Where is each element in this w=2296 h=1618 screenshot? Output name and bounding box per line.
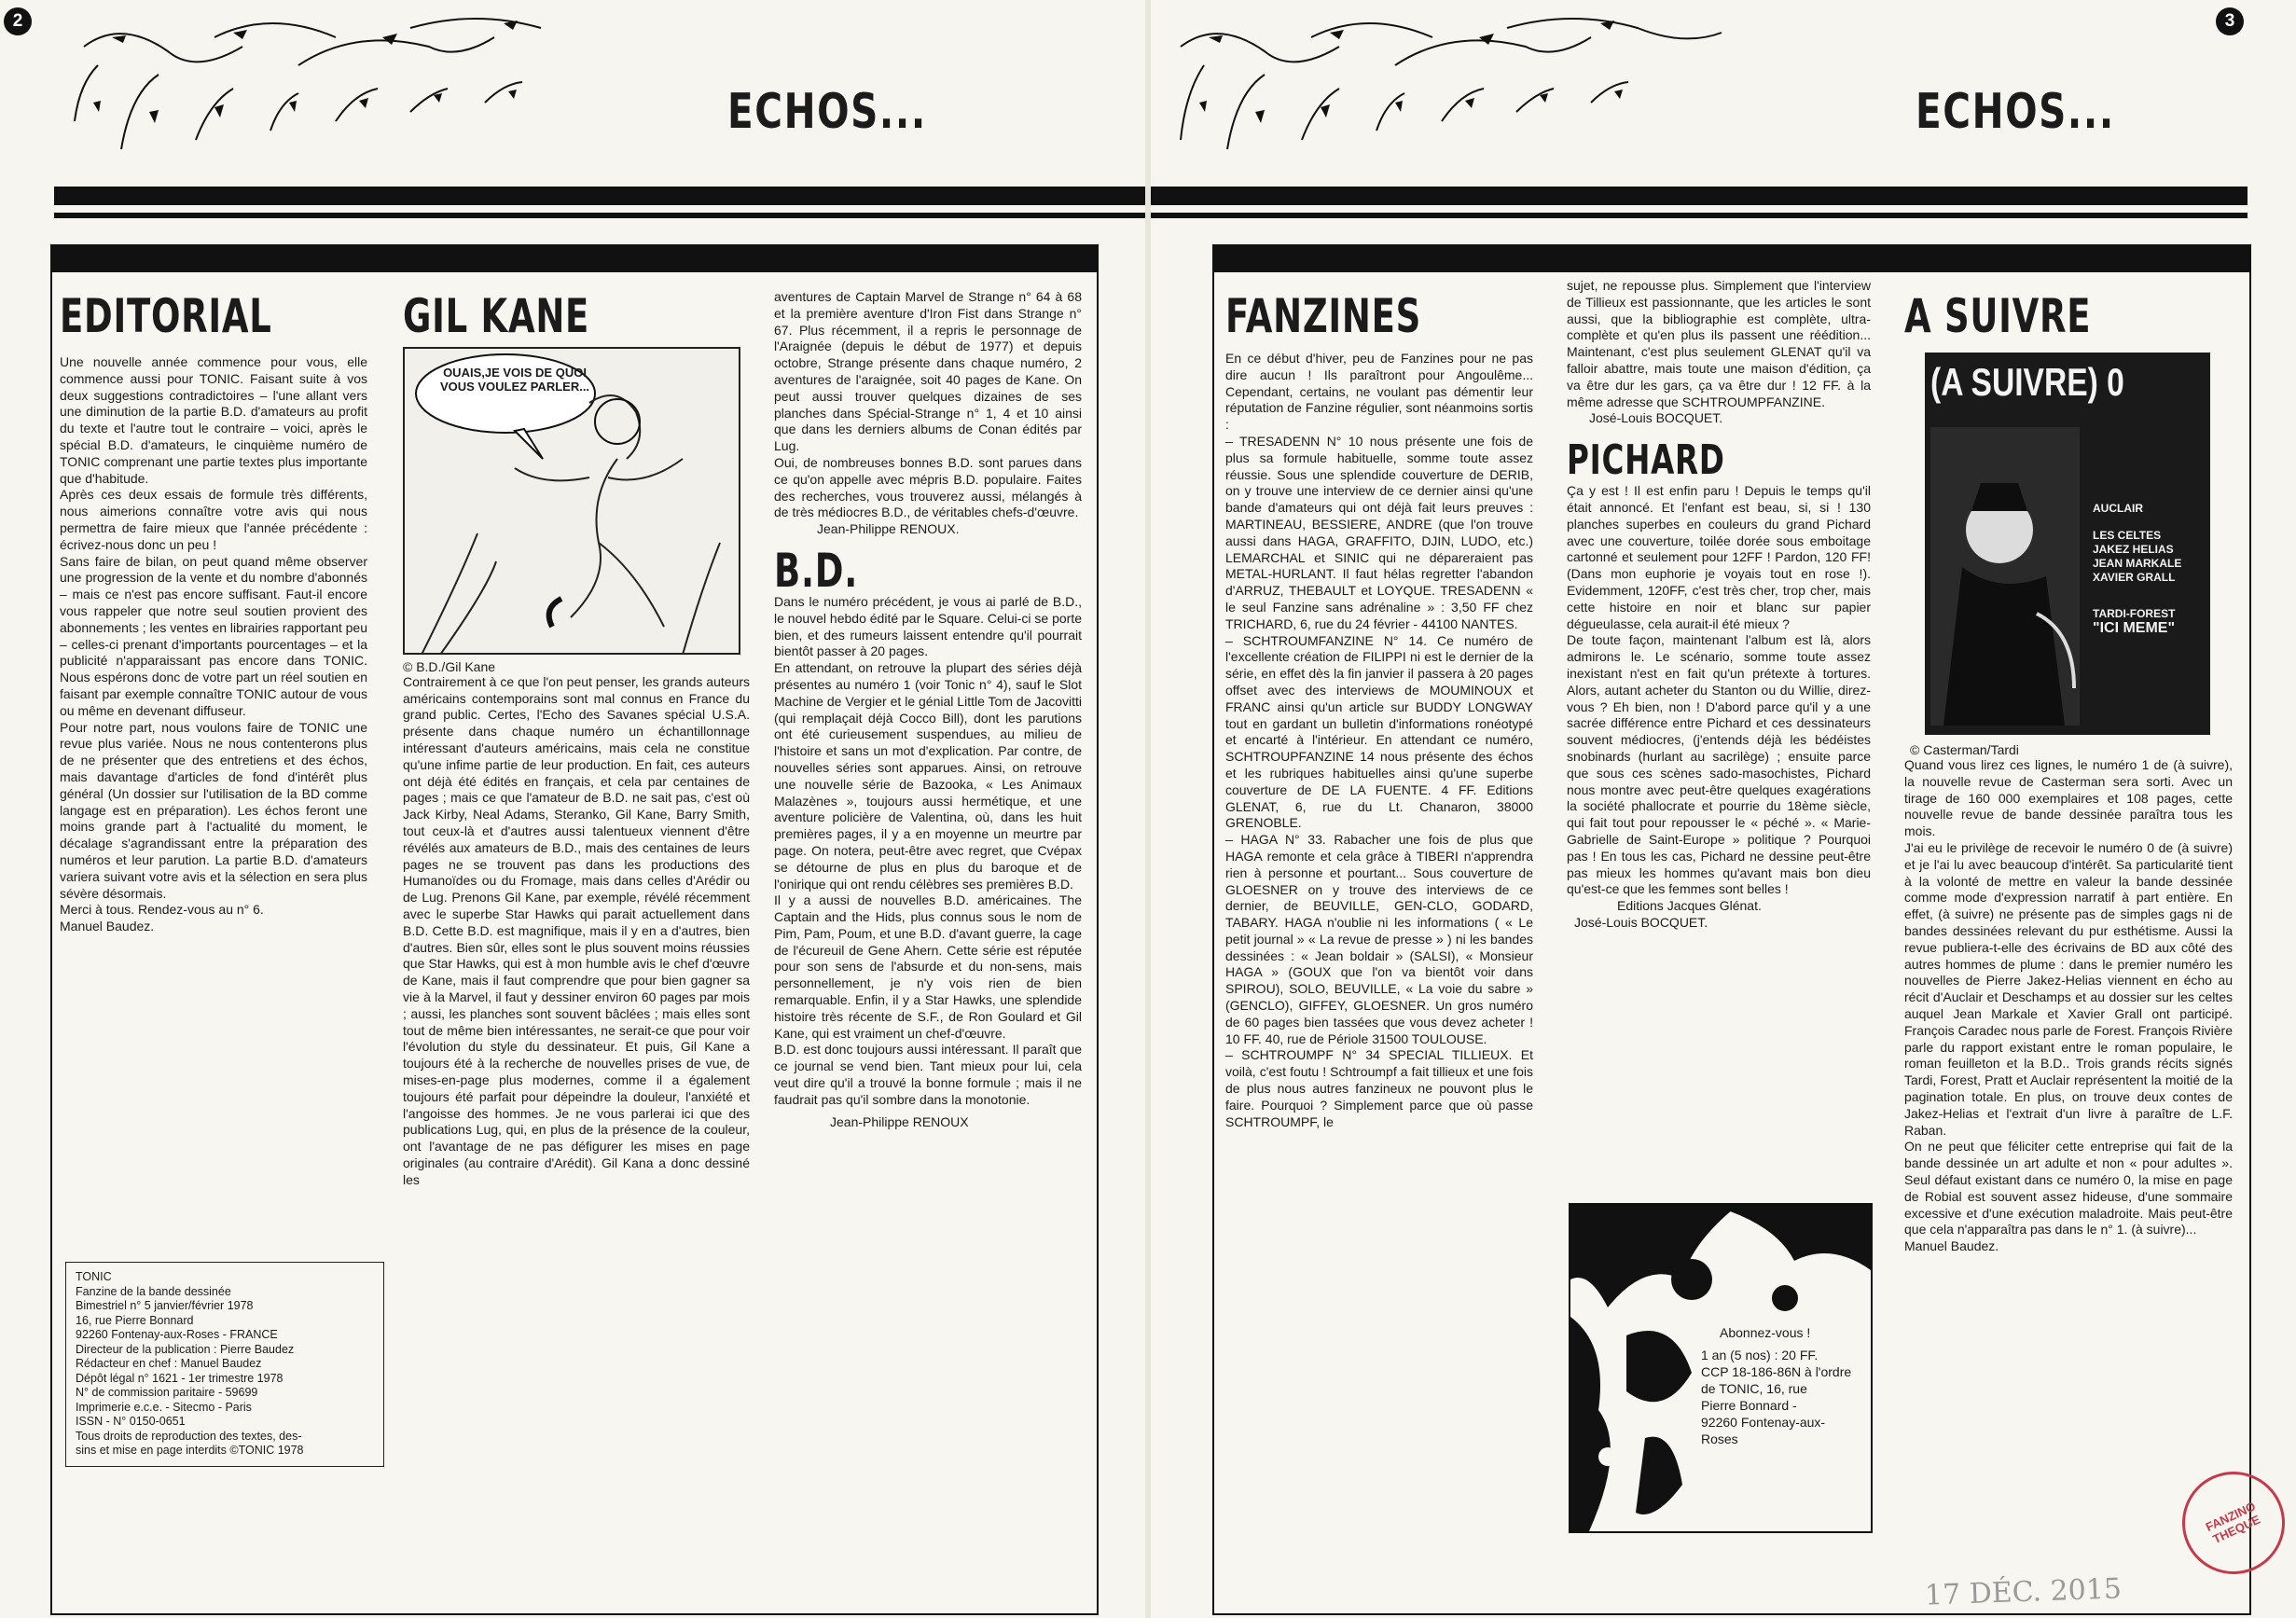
cover-title: (A SUIVRE) 0 [1930, 360, 2124, 404]
colophon-line: Rédacteur en chef : Manuel Baudez [76, 1357, 262, 1370]
bd-paragraph: Il y a aussi de nouvelles B.D. américaines. The Captain and the Hids, plus connus sous le nom de Pim, Pam, Poum, et une B.D. d'avant guerre, la cage de l'écureuil de Gene Ahern. Cette série est réputée pour son sens de l'absurde et du non-sens, mais personnellement, je n'y vois rien de bien remarquable. Enfin, il y a Star Hawks, une splendide histoire très récente de S.F., de Ron Goulard et Gil Kane, qui est vraiment un chef-d'œuvre. [774, 892, 1082, 1041]
subscription-text [1701, 1324, 1865, 1447]
colophon-line: sins et mise en page interdits ©TONIC 1978 [76, 1444, 304, 1457]
subscription-box [1569, 1203, 1873, 1533]
a-suivre-signature: Manuel Baudez. [1904, 1238, 1999, 1254]
pichard-editor: Editions Jacques Glénat. [1617, 898, 1762, 914]
editorial-paragraph: Merci à tous. Rendez-vous au n° 6. [60, 902, 264, 918]
page-number-right: 3 [2216, 7, 2244, 35]
header-rule-thin [54, 213, 1145, 218]
editorial-column [60, 289, 367, 935]
page-number-left: 2 [4, 7, 32, 35]
cover-line: JEAN MARKALE [2093, 557, 2182, 570]
seagulls-illustration-right [1162, 9, 1796, 168]
fanzines-paragraph: – SCHTROUMFANZINE N° 14. Ce numéro de l'excellente création de FILIPPI ni est le dernier de la série, en effet dès la fin janvier il passera à 20 pages offset avec des interviews de MOUMINOUX et FRANC ainsi qu'un article sur BUDDY LONGWAY tout en gardant un bulletin d'informations ronéotypé et encarté à l'intérieur. En attendant ce numéro, SCHTROUPFANZINE 14 nous présente des échos et les rubriques habituelles ainsi qu'une superbe couverture de DE LA FUENTE. 4 FF. Editions GLENAT, 6, rue du Lt. Chanaron, 38000 GRENOBLE. [1225, 632, 1533, 831]
a-suivre-credit: © Casterman/Tardi [1910, 742, 2019, 757]
right-page [1151, 0, 2296, 1618]
subscription-line: Pierre Bonnard - [1701, 1398, 1797, 1413]
colophon-box [65, 1262, 384, 1467]
fanzines-paragraph: – SCHTROUMPF N° 34 SPECIAL TILLIEUX. Et voilà, c'est foutu ! Schtroumpf a fait tillieux et une fois de plus nous autres fanzineux ne pouvont plus le faire. Pourquoi ? Simplement parce que où passe SCHTROUMPF, le [1225, 1047, 1533, 1129]
gil-kane-paragraph: Contrairement à ce que l'on peut penser, les grands auteurs américains contemporains sont mal connus en France du grand public. Certes, l'Echo des Savanes spécial U.S.A. présente dans chaque numéro un échantillonnage intéressant d'auteurs américains, mais cela ne constitue qu'une infime partie de leur production. En fait, ces auteurs ont déjà été édités en français, et cela par centaines de pages ; mais ce que l'amateur de B.D. ne sait pas, c'est où Jack Kirby, Neal Adams, Steranko, Gil Kane, Barry Smith, tout ceux-là et d'autres aussi talentueux viennent d'être révélés aux amateurs de B.D., mais des centaines de leurs pages ne se trouvent pas dans les productions des Humanoïdes ou du Fromage, mais dans celles d'Arédir ou de Lug. Prenons Gil Kane, par exemple, révélé récemment avec le superbe Star Hawks qui parait actuellement dans B.D. Cette B.D. est magnifique, mais il y en a d'autres, bien d'autres. Bien sûr, elles sont le plus souvent moins réussies que Star Hawks, qui est à mon humble avis le chef d'œuvre de Kane, mais il faut comprendre que pour bien gagner sa vie à la Marvel, il faut y dessiner environ 60 pages par mois ; aussi, les planches sont souvent bâclées ; mais elles sont tout de même bien intéressantes, ne serait-ce que pour voir l'évolution du style du dessinateur. Et puis, Gil Kane a toujours été à la recherche de nouvelles prises de vue, de mises-en-page plus modernes, comme il a également toujours été parfait pour dépeindre la douleur, l'anxiété et l'angoisse des hommes. Je ne vous parlerai ici que des publications Lug, qui, en plus de la présence de la couleur, ont l'avantage de ne pas défigurer les mises en page originales (au contraire d'Arédit). Gil Kana a donc dessiné les [403, 673, 750, 1187]
comic-speech-text: OUAIS,JE VOIS DE QUOI VOUS VOULEZ PARLER... [439, 366, 590, 394]
a-suivre-column [1904, 289, 2233, 1255]
bd-paragraph: B.D. est donc toujours aussi intéressant. Il paraît que ce journal se vend bien. Tant mieux pour lui, cela veut dire qu'il a trouvé la bonne formule ; mais il ne faudrait pas qu'il sombre dans la monotonie. [774, 1042, 1082, 1107]
gil-kane-paragraph-cont: aventures de Captain Marvel de Strange n° 64 à 68 et la première aventure d'Iron Fist dans Strange n° 67. Plus récemment, il a repris le personnage de l'Araignée (depuis le début de 1977) et depuis octobre, Strange présente dans chaque numéro, 2 aventures de l'araignée, soit 40 pages de Kane. On peut aussi trouver quelques dizaines de ses planches dans Spécial-Strange n° 1, 4 et 10 ainsi que dans les derniers albums de Conan édités par Lug. [774, 289, 1082, 454]
fanzines-column [1225, 289, 1533, 1130]
cover-line: TARDI-FOREST [2093, 607, 2176, 620]
a-suivre-paragraph: On ne peut que féliciter cette entreprise qui fait de la bande dessinée un art adulte et non « pour adultes ». Seul défaut existant dans ce numéro 0, la mise en page de Robial est souvent assez hideuse, d'une sommaire excessive et d'une exécution maladroite. Mais peut-être que cela n'apparaîtra pas dans le n° 1. (à suivre)... [1904, 1139, 2233, 1238]
fanzines-signature: José-Louis BOCQUET. [1589, 410, 1723, 426]
bd-column [774, 289, 1082, 1130]
editorial-signature: Manuel Baudez. [60, 919, 155, 934]
a-suivre-paragraph: J'ai eu le privilège de recevoir le numéro 0 de (à suivre) et je l'ai lu avec beaucoup d'intérêt. Sa particularité tient à la volonté de mettre en valeur la bande dessinée comme mode d'expression narratif à part entière. En effet, (à suivre) ne présente pas de simples gags ni de bandes dessinées relevant du pur esthétisme. Aussi la revue publiera-t-elle des écrivains de BD aux côté des autres hommes de plume : dans le premier numéro les nouvelles de Pierre Jakez-Helias viennent en écho au récit d'Auclair et Deschamps et au dossier sur les celtes auquel Jean Markale et Xavier Grall ont participé. François Caradec nous parle de Forest. François Rivière parle du rapport existant entre le roman populaire, le roman feuilleton et la B.D.. Trois grands récits signés Tardi, Forest, Pratt et Auclair représentent la moitié de la pagination totale. En plus, on trouve deux contes de Jakez-Helias et l'extrait d'un livre à paraître de L.F. Raban. [1904, 839, 2233, 1138]
pichard-paragraph: De toute façon, maintenant l'album est là, alors admirons le. Le scénario, somme toute assez inexistant n'est en fait qu'un prétexte à tortures. Alors, autant acheter du Stanton ou du Willie, direz-vous ? Eh bien, non ! D'abord parce qu'il y a une sacrée différence entre Pichard et ces dessinateurs souvent médiocres, (j'entends déjà les bédéistes snobinards (hurlant au sacrilège) ; ensuite parce que sous ces scènes sado-masochistes, Pichard nous montre avec peut-être quelques exagérations la société phallocrate et pourrie du 18ème siècle, qui fait tout pour repousser le « péché ». « Marie-Gabrielle de Saint-Europe » politique ? Pourquoi pas ! En tous les cas, Pichard ne dessine peut-être pas mieux les hommes qu'avant mais bon dieu qu'est-ce que les femmes sont belles ! [1567, 632, 1871, 897]
pichard-title: PICHARD [1567, 436, 1725, 485]
editorial-paragraph: Une nouvelle année commence pour vous, elle commence aussi pour TONIC. Faisant suite à vos deux suggestions contradictoires – l'une allant vers une diminution de la partie B.D. d'amateurs au profit du texte et l'autre tout le contraire – voici, après le spécial B.D. d'amateurs, le cinquième numéro de TONIC comprenant une partie textes plus importante que d'habitude. [60, 354, 367, 486]
colophon-line: 92260 Fontenay-aux-Roses - FRANCE [76, 1328, 278, 1341]
cover-line: "ICI MEME" [2093, 620, 2176, 636]
pichard-signature: José-Louis BOCQUET. [1574, 914, 1708, 930]
cover-line: JAKEZ HELIAS [2093, 543, 2174, 556]
a-suivre-title: A SUIVRE [1904, 289, 2092, 343]
cover-line: XAVIER GRALL [2093, 571, 2176, 584]
colophon-line: Fanzine de la bande dessinée [76, 1284, 231, 1298]
cover-line: AUCLAIR [2093, 502, 2143, 515]
subscription-title: Abonnez-vous ! [1720, 1325, 1811, 1340]
colophon-line: Dépôt légal n° 1621 - 1er trimestre 1978 [76, 1371, 284, 1385]
editorial-paragraph: Pour notre part, nous voulons faire de TONIC une revue plus variée. Nous ne nous contenterons plus de ne présenter que des entretiens et des échos, mais davantage d'articles de fond d'intérêt plus général (Un dossier sur l'utilisation de la BD comme langage est en préparation). Les échos feront une moins grande part à l'actualité du moment, le décalage s'agrandissant entre la préparation des numéros et leur parution. La partie B.D. d'amateurs variera suivant votre avis et la sélection en sera plus sévère désormais. [60, 719, 367, 901]
colophon-line: Imprimerie e.c.e. - Sitecmo - Paris [76, 1400, 252, 1414]
editorial-paragraph: Après ces deux essais de formule très différents, nous aimerions connaître votre avis qui nous permettra de faire mieux que l'année précédente : écrivez-nous donc un peu ! [60, 487, 367, 552]
gil-kane-title: GIL KANE [403, 289, 590, 343]
fanzines-paragraph: – TRESADENN N° 10 nous présente une fois de plus sa formule habituelle, somme toute assez réussie. Sous une splendide couverture de DERIB, on y trouve une interview de ce dernier ainsi qu'une bande d'amateurs qui ont déjà fait leurs preuves : MARTINEAU, BESSIERE, ANDRE (que l'on trouve aussi dans HAGA, GRAFFITO, DJIN, LUDO, etc.) LEMARCHAL et SINIC qui ne dépareraient pas METAL-HURLANT. Il faut hélas regretter l'abandon d'ARRUZ, THEBAULT et LOYQUE. TRESADENN « le seul Fanzine sans adrénaline » : 3,50 FF chez TRICHARD, 6, rue du 24 février - 44100 NANTES. [1225, 433, 1533, 631]
bd-paragraph: En attendant, on retrouve la plupart des séries déjà présentes au numéro 1 (voir Tonic n° 4), sauf le Slot Machine de Vergier et le génial Little Tom de Jacovitti (qui remplaçait déjà Cocco Bill), dont les parutions ont été curieusement suspendues, au milieu de l'histoire et sans un mot d'explication. Par contre, de nouvelles séries sont apparues. Ainsi, on retrouve une nouvelle série de Bazooka, « Les Animaux Malazènes », toujours aussi hermétique, et une aventure policière de Valentina, où, dans les huit premières pages, il y a en moyenne un meurtre par page. On notera, peut-être avec regret, que Cvépax se détourne de plus en plus du baroque et de l'onirique qui ont rendu célèbres ses premières B.D. [774, 660, 1082, 892]
cover-text-block [2093, 502, 2205, 635]
a-suivre-paragraph: Quand vous lirez ces lignes, le numéro 1 de (à suivre), la nouvelle revue de Casterman sera sorti. Avec un tirage de 160 000 exemplaires et 108 pages, cette nouvelle revue de bande dessinée paraîtra tous les mois. [1904, 757, 2233, 839]
bd-signature: Jean-Philippe RENOUX [830, 1113, 969, 1129]
gil-kane-paragraph-cont: Oui, de nombreuses bonnes B.D. sont parues dans ce qu'on appelle avec mépris B.D. populaire. Faites des recherches, vous trouverez aussi, mélangés à de très médiocres B.D., de véritables chefs-d'œuvre. [774, 454, 1082, 520]
fanzines-title: FANZINES [1225, 289, 1422, 343]
bd-title: B.D. [774, 543, 858, 598]
section-title-echos-right: ECHOS... [1916, 84, 2115, 140]
colophon-line: Bimestriel n° 5 janvier/février 1978 [76, 1299, 254, 1312]
editorial-title: EDITORIAL [60, 289, 272, 343]
editorial-paragraph: Sans faire de bilan, on peut quand même observer une progression de la vente et du nombre d'abonnés – mais ce n'est pas encore suffisant. Faut-il encore vous rappeler que notre seul soutien provient des abonnements ; les ventes en librairies rapportant peu – celles-ci prenant d'importants pourcentages – et la publicité n'apparaissant pas encore dans TONIC. Nous espérons donc de votre part un réel soutien en faisant par exemple connaître TONIC autour de vous ou même en devenant diffuseur. [60, 553, 367, 718]
subscription-line: CCP 18-186-86N à l'ordre de TONIC, 16, rue [1701, 1364, 1852, 1396]
section-title-echos-left: ECHOS... [727, 84, 927, 140]
colophon-line: 16, rue Pierre Bonnard [76, 1313, 194, 1327]
fanzines-paragraph-cont: sujet, ne repousse plus. Simplement que l'interview de Tillieux est passionnante, que les articles le sont aussi, que la bibliographie est complète, ultra-complète et qu'en plus ils passent une réédition... Maintenant, c'est plus seulement GLENAT qu'il va falloir abattre, mais toute une maison d'édition, ça va être dur les gars, ça va être dur ! 12 FF. à la même adresse que SCHTROUMPFANZINE. [1567, 278, 1871, 409]
library-stamp: FANZINO THEQUE [2165, 1455, 2296, 1591]
fanzines-paragraph: En ce début d'hiver, peu de Fanzines pour ne pas dire aucun ! Ils paraîtront pour Angoulême... Cependant, certains, ne voulant pas démentir leur réputation de Fanzine régulier, sont néanmoins sortis : [1225, 351, 1533, 433]
bd-paragraph: Dans le numéro précédent, je vous ai parlé de B.D., le nouvel hebdo édité par le Square. Celui-ci se porte bien, et des rumeurs laissent entendre qu'il pourrait bientôt passer à 20 pages. [774, 593, 1082, 659]
colophon-line: TONIC [76, 1270, 112, 1283]
gil-kane-signature: Jean-Philippe RENOUX. [817, 521, 960, 537]
header-rule-thick [1151, 187, 2248, 205]
header-rule-thick [54, 187, 1145, 205]
subscription-line: 1 an (5 nos) : 20 FF. [1701, 1348, 1819, 1362]
colophon-line: N° de commission paritaire - 59699 [76, 1386, 258, 1399]
gil-kane-credit: © B.D./Gil Kane [403, 658, 496, 674]
pichard-column [1567, 278, 1871, 932]
colophon-line: ISSN - N° 0150-0651 [76, 1415, 186, 1428]
subscription-line: Roses [1701, 1431, 1738, 1446]
left-page [0, 0, 1145, 1618]
subscription-line: 92260 Fontenay-aux- [1701, 1415, 1826, 1430]
header-rule-thin [1151, 213, 2248, 218]
pichard-paragraph: Ça y est ! Il est enfin paru ! Depuis le temps qu'il était annoncé. Et l'enfant est beau, si, si ! 130 planches superbes en couleurs du grand Pichard avec une couverture, toilée dorée sous emboitage cartonné et seulement pour 12FF ! Pardon, 120 FF! (Dans mon euphorie je voyais tout en rose !). Evidemment, 120FF, c'est très cher, trop cher, mais cette histoire en noir et blanc sur papier dégueulasse, cela aurait-il été mieux ? [1567, 483, 1871, 631]
handwritten-date: 17 DÉC. 2015 [1924, 1572, 2123, 1612]
gil-kane-column [403, 289, 750, 1189]
seagulls-illustration-left [56, 9, 653, 168]
colophon-line: Directeur de la publication : Pierre Baudez [76, 1342, 295, 1356]
cover-line: LES CELTES [2093, 529, 2162, 542]
colophon-line: Tous droits de reproduction des textes, des- [76, 1429, 302, 1443]
a-suivre-cover [1925, 353, 2210, 735]
fanzines-paragraph: – HAGA N° 33. Rabacher une fois de plus que HAGA remonte et cela grâce à TIBERI n'apprendra rien à personne et pourtant... Sous couverture de GLOESNER on y trouve des interviews de ce dernier, de BEUVILLE, GEN-CLO, GODARD, TABARY. HAGA n'oublie ni les informations ( « Le petit journal » « La revue de presse » ) ni les bandes dessinées : « Jean boldair » (SALSI), « Monsieur HAGA » (GOUX que l'on va bientôt voir dans SPIROU), SOLO, BEUVILLE, « La voie du sabre » (GENCLO), GIFFEY, GLOESNER. Un gros numéro de 60 pages bien tassées que vous devez acheter ! 10 FF. 40, rue de Périole 31500 TOULOUSE. [1225, 832, 1533, 1046]
